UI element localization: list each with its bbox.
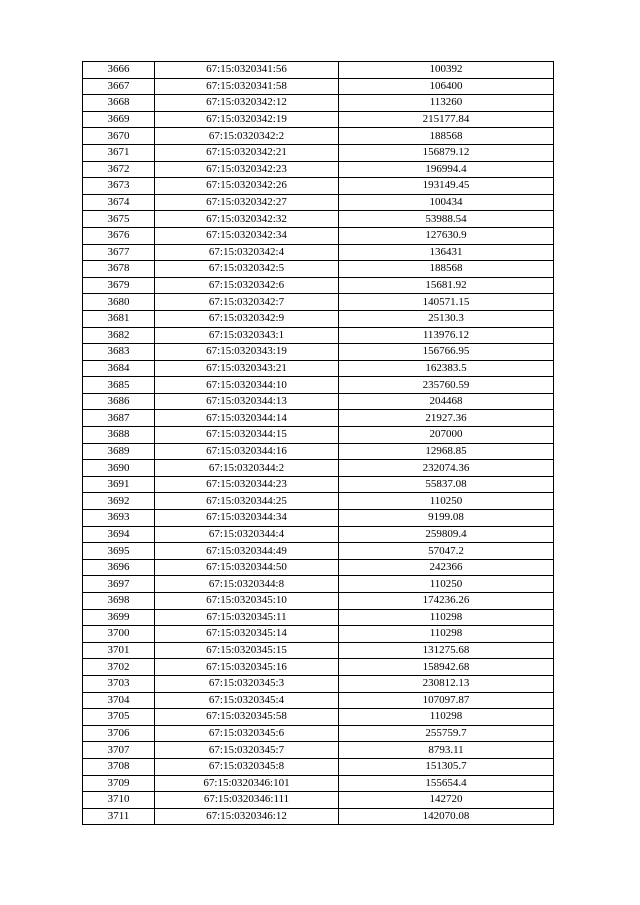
table-row (83, 310, 554, 327)
table-row (83, 277, 554, 294)
cadastral-number-cell: 67:15:0320345:7 (155, 742, 339, 759)
row-number-cell: 3698 (83, 593, 155, 610)
table-row (83, 742, 554, 759)
row-number-cell: 3687 (83, 410, 155, 427)
table-row (83, 211, 554, 228)
cadastral-number-cell: 67:15:0320344:13 (155, 393, 339, 410)
cadastral-number-cell: 67:15:0320344:25 (155, 493, 339, 510)
cadastral-number-cell: 67:15:0320345:4 (155, 692, 339, 709)
cadastral-number-cell: 67:15:0320344:10 (155, 377, 339, 394)
table-row (83, 244, 554, 261)
value-cell: 15681.92 (339, 277, 554, 294)
table-row (83, 410, 554, 427)
cadastral-number-cell: 67:15:0320342:6 (155, 277, 339, 294)
table-row (83, 642, 554, 659)
cadastral-number-cell: 67:15:0320342:26 (155, 178, 339, 195)
value-cell: 188568 (339, 128, 554, 145)
table-row (83, 675, 554, 692)
cadastral-number-cell: 67:15:0320342:9 (155, 310, 339, 327)
value-cell: 110250 (339, 493, 554, 510)
value-cell: 193149.45 (339, 178, 554, 195)
row-number-cell: 3670 (83, 128, 155, 145)
value-cell: 242366 (339, 559, 554, 576)
value-cell: 53988.54 (339, 211, 554, 228)
table-row (83, 261, 554, 278)
value-cell: 255759.7 (339, 725, 554, 742)
value-cell: 174236.26 (339, 593, 554, 610)
row-number-cell: 3682 (83, 327, 155, 344)
value-cell: 188568 (339, 261, 554, 278)
value-cell: 106400 (339, 78, 554, 95)
row-number-cell: 3677 (83, 244, 155, 261)
value-cell: 25130.3 (339, 310, 554, 327)
row-number-cell: 3666 (83, 62, 155, 79)
value-cell: 12968.85 (339, 443, 554, 460)
cadastral-number-cell: 67:15:0320342:34 (155, 227, 339, 244)
value-cell: 235760.59 (339, 377, 554, 394)
value-cell: 156766.95 (339, 344, 554, 361)
table-row (83, 78, 554, 95)
row-number-cell: 3676 (83, 227, 155, 244)
row-number-cell: 3708 (83, 758, 155, 775)
value-cell: 204468 (339, 393, 554, 410)
table-row (83, 576, 554, 593)
value-cell: 127630.9 (339, 227, 554, 244)
table-row (83, 227, 554, 244)
row-number-cell: 3671 (83, 144, 155, 161)
table-row (83, 792, 554, 809)
table-row (83, 476, 554, 493)
cadastral-number-cell: 67:15:0320343:1 (155, 327, 339, 344)
value-cell: 151305.7 (339, 758, 554, 775)
table-row (83, 709, 554, 726)
row-number-cell: 3693 (83, 510, 155, 527)
cadastral-number-cell: 67:15:0320344:49 (155, 543, 339, 560)
cadastral-number-cell: 67:15:0320342:5 (155, 261, 339, 278)
value-cell: 196994.4 (339, 161, 554, 178)
value-cell: 110298 (339, 626, 554, 643)
table-row (83, 377, 554, 394)
row-number-cell: 3696 (83, 559, 155, 576)
table-row (83, 493, 554, 510)
row-number-cell: 3691 (83, 476, 155, 493)
value-cell: 230812.13 (339, 675, 554, 692)
value-cell: 142720 (339, 792, 554, 809)
row-number-cell: 3690 (83, 460, 155, 477)
cadastral-number-cell: 67:15:0320345:11 (155, 609, 339, 626)
value-cell: 232074.36 (339, 460, 554, 477)
row-number-cell: 3673 (83, 178, 155, 195)
cadastral-number-cell: 67:15:0320342:12 (155, 95, 339, 112)
row-number-cell: 3705 (83, 709, 155, 726)
cadastral-number-cell: 67:15:0320344:8 (155, 576, 339, 593)
table-row (83, 609, 554, 626)
cadastral-number-cell: 67:15:0320342:27 (155, 194, 339, 211)
row-number-cell: 3678 (83, 261, 155, 278)
data-table (82, 61, 554, 825)
table-row (83, 725, 554, 742)
value-cell: 21927.36 (339, 410, 554, 427)
value-cell: 131275.68 (339, 642, 554, 659)
cadastral-number-cell: 67:15:0320342:4 (155, 244, 339, 261)
row-number-cell: 3680 (83, 294, 155, 311)
cadastral-number-cell: 67:15:0320344:50 (155, 559, 339, 576)
row-number-cell: 3699 (83, 609, 155, 626)
table-row (83, 427, 554, 444)
row-number-cell: 3707 (83, 742, 155, 759)
value-cell: 155654.4 (339, 775, 554, 792)
row-number-cell: 3667 (83, 78, 155, 95)
cadastral-number-cell: 67:15:0320344:2 (155, 460, 339, 477)
cadastral-number-cell: 67:15:0320341:58 (155, 78, 339, 95)
cadastral-number-cell: 67:15:0320346:101 (155, 775, 339, 792)
row-number-cell: 3706 (83, 725, 155, 742)
row-number-cell: 3685 (83, 377, 155, 394)
row-number-cell: 3681 (83, 310, 155, 327)
table-row (83, 626, 554, 643)
cadastral-number-cell: 67:15:0320342:7 (155, 294, 339, 311)
table-row (83, 111, 554, 128)
value-cell: 100434 (339, 194, 554, 211)
value-cell: 57047.2 (339, 543, 554, 560)
document-page (82, 61, 554, 825)
table-row (83, 775, 554, 792)
table-row (83, 393, 554, 410)
row-number-cell: 3710 (83, 792, 155, 809)
row-number-cell: 3704 (83, 692, 155, 709)
row-number-cell: 3697 (83, 576, 155, 593)
value-cell: 113976.12 (339, 327, 554, 344)
table-row (83, 327, 554, 344)
cadastral-number-cell: 67:15:0320346:111 (155, 792, 339, 809)
row-number-cell: 3688 (83, 427, 155, 444)
cadastral-number-cell: 67:15:0320342:23 (155, 161, 339, 178)
row-number-cell: 3683 (83, 344, 155, 361)
table-row (83, 95, 554, 112)
cadastral-number-cell: 67:15:0320345:14 (155, 626, 339, 643)
table-row (83, 161, 554, 178)
value-cell: 207000 (339, 427, 554, 444)
value-cell: 259809.4 (339, 526, 554, 543)
table-row (83, 510, 554, 527)
cadastral-number-cell: 67:15:0320345:16 (155, 659, 339, 676)
row-number-cell: 3702 (83, 659, 155, 676)
row-number-cell: 3672 (83, 161, 155, 178)
cadastral-number-cell: 67:15:0320345:6 (155, 725, 339, 742)
row-number-cell: 3700 (83, 626, 155, 643)
table-body (83, 62, 554, 825)
table-row (83, 144, 554, 161)
value-cell: 110298 (339, 609, 554, 626)
value-cell: 140571.15 (339, 294, 554, 311)
value-cell: 162383.5 (339, 360, 554, 377)
table-row (83, 758, 554, 775)
row-number-cell: 3694 (83, 526, 155, 543)
row-number-cell: 3684 (83, 360, 155, 377)
value-cell: 55837.08 (339, 476, 554, 493)
row-number-cell: 3692 (83, 493, 155, 510)
value-cell: 215177.84 (339, 111, 554, 128)
cadastral-number-cell: 67:15:0320344:16 (155, 443, 339, 460)
table-row (83, 593, 554, 610)
row-number-cell: 3679 (83, 277, 155, 294)
row-number-cell: 3709 (83, 775, 155, 792)
table-row (83, 543, 554, 560)
cadastral-number-cell: 67:15:0320345:10 (155, 593, 339, 610)
cadastral-number-cell: 67:15:0320342:32 (155, 211, 339, 228)
value-cell: 142070.08 (339, 808, 554, 825)
value-cell: 8793.11 (339, 742, 554, 759)
cadastral-number-cell: 67:15:0320345:8 (155, 758, 339, 775)
cadastral-number-cell: 67:15:0320345:58 (155, 709, 339, 726)
cadastral-number-cell: 67:15:0320343:21 (155, 360, 339, 377)
table-row (83, 808, 554, 825)
table-row (83, 460, 554, 477)
cadastral-number-cell: 67:15:0320345:3 (155, 675, 339, 692)
value-cell: 9199.08 (339, 510, 554, 527)
table-row (83, 128, 554, 145)
table-row (83, 559, 554, 576)
value-cell: 136431 (339, 244, 554, 261)
value-cell: 110250 (339, 576, 554, 593)
value-cell: 113260 (339, 95, 554, 112)
cadastral-number-cell: 67:15:0320344:14 (155, 410, 339, 427)
table-row (83, 692, 554, 709)
row-number-cell: 3675 (83, 211, 155, 228)
cadastral-number-cell: 67:15:0320345:15 (155, 642, 339, 659)
cadastral-number-cell: 67:15:0320344:4 (155, 526, 339, 543)
cadastral-number-cell: 67:15:0320342:19 (155, 111, 339, 128)
cadastral-number-cell: 67:15:0320344:15 (155, 427, 339, 444)
cadastral-number-cell: 67:15:0320343:19 (155, 344, 339, 361)
row-number-cell: 3668 (83, 95, 155, 112)
table-row (83, 659, 554, 676)
table-row (83, 178, 554, 195)
table-row (83, 360, 554, 377)
cadastral-number-cell: 67:15:0320341:56 (155, 62, 339, 79)
value-cell: 156879.12 (339, 144, 554, 161)
row-number-cell: 3674 (83, 194, 155, 211)
cadastral-number-cell: 67:15:0320344:34 (155, 510, 339, 527)
cadastral-number-cell: 67:15:0320342:21 (155, 144, 339, 161)
table-row (83, 294, 554, 311)
value-cell: 110298 (339, 709, 554, 726)
row-number-cell: 3711 (83, 808, 155, 825)
value-cell: 107097.87 (339, 692, 554, 709)
row-number-cell: 3695 (83, 543, 155, 560)
table-row (83, 62, 554, 79)
table-row (83, 344, 554, 361)
table-row (83, 194, 554, 211)
row-number-cell: 3703 (83, 675, 155, 692)
row-number-cell: 3689 (83, 443, 155, 460)
row-number-cell: 3701 (83, 642, 155, 659)
cadastral-number-cell: 67:15:0320344:23 (155, 476, 339, 493)
table-row (83, 526, 554, 543)
table-row (83, 443, 554, 460)
value-cell: 158942.68 (339, 659, 554, 676)
row-number-cell: 3686 (83, 393, 155, 410)
cadastral-number-cell: 67:15:0320346:12 (155, 808, 339, 825)
cadastral-number-cell: 67:15:0320342:2 (155, 128, 339, 145)
value-cell: 100392 (339, 62, 554, 79)
row-number-cell: 3669 (83, 111, 155, 128)
